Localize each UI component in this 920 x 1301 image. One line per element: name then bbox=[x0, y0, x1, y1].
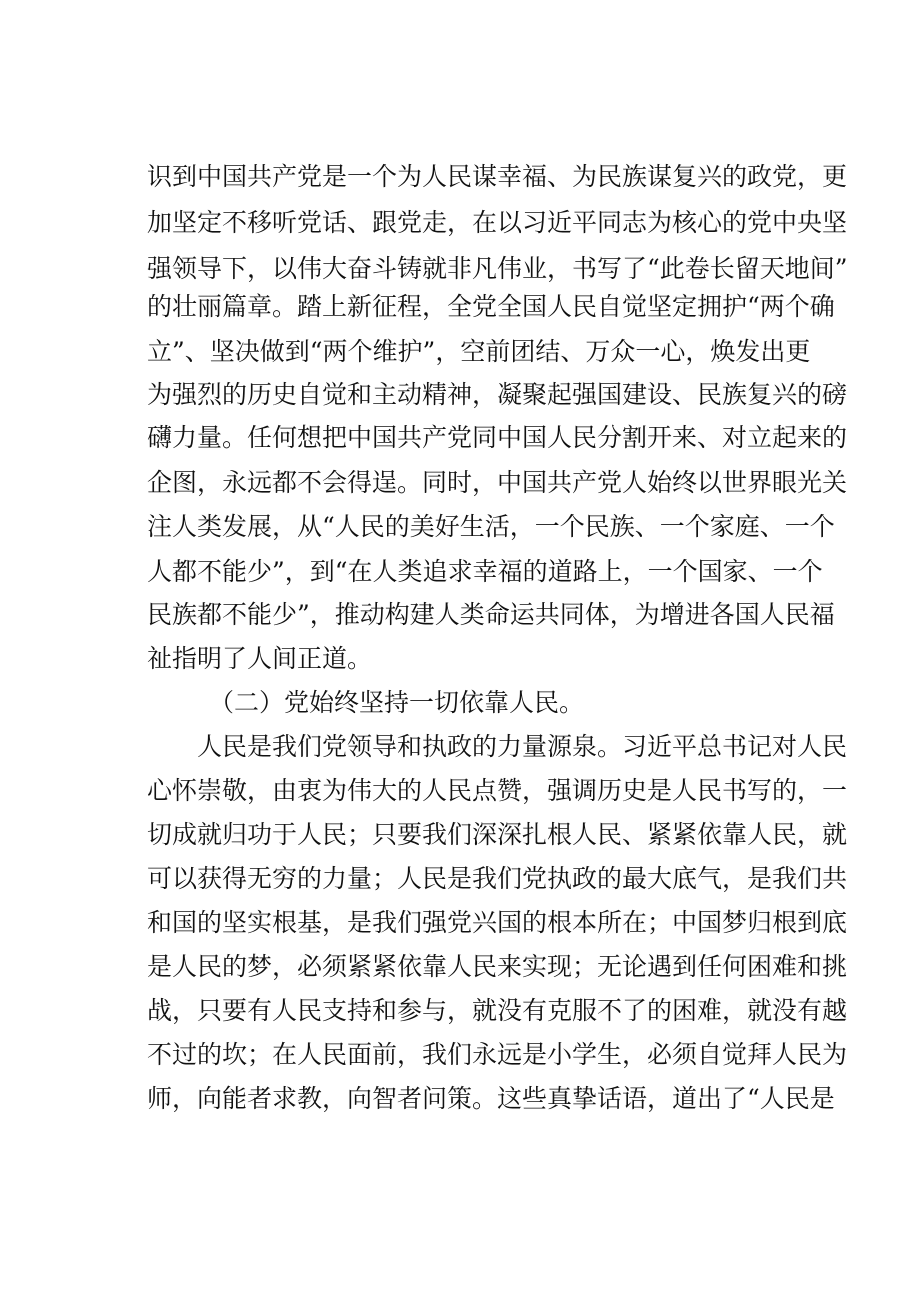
paragraph-1-line-4: 的壮丽篇章。踏上新征程，全党全国人民自觉坚定拥护“两个确 bbox=[147, 292, 835, 321]
paragraph-1-line-3: 强领导下，以伟大奋斗铸就非凡伟业，书写了“此卷长留天地间” bbox=[147, 254, 848, 283]
paragraph-2-line-8: 不过的坎；在人民面前，我们永远是小学生，必须自觉拜人民为 bbox=[147, 1040, 848, 1069]
paragraph-2-line-6: 是人民的梦，必须紧紧依靠人民来实现；无论遇到任何困难和挑 bbox=[147, 952, 848, 981]
paragraph-2-line-1: 人民是我们党领导和执政的力量源泉。习近平总书记对人民 bbox=[197, 732, 848, 761]
paragraph-1-line-10: 人都不能少”，到“在人类追求幸福的道路上，一个国家、一个 bbox=[147, 557, 823, 586]
section-heading: （二）党始终坚持一切依靠人民。 bbox=[209, 688, 585, 717]
paragraph-2-line-5: 和国的坚实根基，是我们强党兴国的根本所在；中国梦归根到底 bbox=[147, 908, 848, 937]
paragraph-1-line-7: 礴力量。任何想把中国共产党同中国人民分割开来、对立起来的 bbox=[147, 423, 848, 452]
paragraph-1-line-2: 加坚定不移听党话、跟党走，在以习近平同志为核心的党中央坚 bbox=[147, 208, 848, 237]
paragraph-1-line-8: 企图，永远都不会得逞。同时，中国共产党人始终以世界眼光关 bbox=[147, 468, 848, 497]
paragraph-1-line-12: 祉指明了人间正道。 bbox=[147, 644, 373, 673]
paragraph-1-line-5: 立”、坚决做到“两个维护”，空前团结、万众一心，焕发出更 bbox=[147, 337, 811, 366]
paragraph-1-line-11: 民族都不能少”，推动构建人类命运共同体，为增进各国人民福 bbox=[147, 600, 835, 629]
paragraph-1-line-9: 注人类发展，从“人民的美好生活，一个民族、一个家庭、一个 bbox=[147, 512, 835, 541]
paragraph-1-line-6: 为强烈的历史自觉和主动精神，凝聚起强国建设、民族复兴的磅 bbox=[147, 380, 848, 409]
paragraph-1-line-1: 识到中国共产党是一个为人民谋幸福、为民族谋复兴的政党，更 bbox=[147, 162, 848, 191]
paragraph-2-line-4: 可以获得无穷的力量；人民是我们党执政的最大底气，是我们共 bbox=[147, 864, 848, 893]
paragraph-2-line-7: 战，只要有人民支持和参与，就没有克服不了的困难，就没有越 bbox=[147, 996, 848, 1025]
paragraph-2-line-9: 师，向能者求教，向智者问策。这些真挚话语，道出了“人民是 bbox=[147, 1084, 835, 1113]
paragraph-2-line-3: 切成就归功于人民；只要我们深深扎根人民、紧紧依靠人民，就 bbox=[147, 820, 848, 849]
paragraph-2-line-2: 心怀崇敬，由衷为伟大的人民点赞，强调历史是人民书写的，一 bbox=[147, 776, 848, 805]
